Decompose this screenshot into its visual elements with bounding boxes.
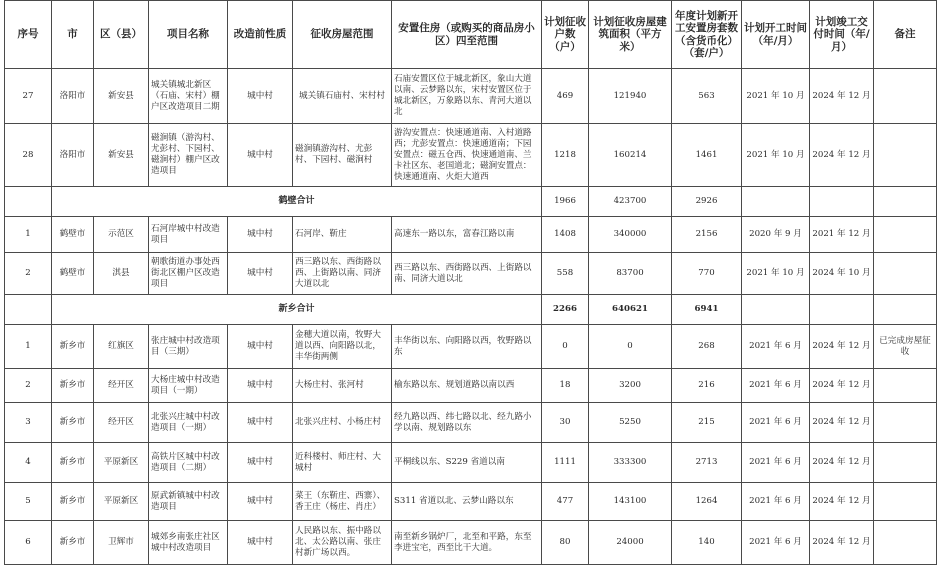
header-cell: 征收房屋范围 bbox=[293, 1, 392, 69]
cell-no: 28 bbox=[5, 124, 52, 187]
cell-start: 2021 年 10 月 bbox=[742, 124, 810, 187]
cell-nature: 城中村 bbox=[228, 521, 293, 565]
header-cell: 计划开工时间（年/月） bbox=[742, 1, 810, 69]
subtotal-area: 423700 bbox=[589, 187, 672, 217]
cell-county: 淇县 bbox=[94, 253, 149, 295]
cell-nature: 城中村 bbox=[228, 443, 293, 483]
cell-households: 558 bbox=[542, 253, 589, 295]
cell-scope: 北张兴庄村、小杨庄村 bbox=[293, 403, 392, 443]
cell-city: 新乡市 bbox=[52, 325, 94, 369]
table-row bbox=[5, 443, 937, 483]
cell-nature: 城中村 bbox=[228, 217, 293, 253]
cell-project-name: 城郊乡南张庄社区城中村改造项目 bbox=[149, 521, 228, 565]
table-row bbox=[5, 369, 937, 403]
cell-scope: 西三路以东、西街路以西、上街路以南、同济大道以北 bbox=[293, 253, 392, 295]
cell-units: 1461 bbox=[672, 124, 742, 187]
cell-note bbox=[874, 403, 937, 443]
cell-scope: 近科楼村、师庄村、大城村 bbox=[293, 443, 392, 483]
cell-start: 2021 年 10 月 bbox=[742, 253, 810, 295]
cell-units: 140 bbox=[672, 521, 742, 565]
cell-project-name: 原武新镇城中村改造项目 bbox=[149, 483, 228, 521]
cell-city: 新乡市 bbox=[52, 521, 94, 565]
cell-no: 4 bbox=[5, 443, 52, 483]
cell-start: 2021 年 6 月 bbox=[742, 325, 810, 369]
cell-finish: 2021 年 12 月 bbox=[810, 217, 874, 253]
cell-units: 215 bbox=[672, 403, 742, 443]
cell-scope: 城关镇石庙村、宋村村 bbox=[293, 69, 392, 124]
cell-households: 1218 bbox=[542, 124, 589, 187]
subtotal-row-xinxiang bbox=[5, 295, 937, 325]
cell-resettle: S311 省道以北、云梦山路以东 bbox=[392, 483, 542, 521]
cell-resettle: 石庙安置区位于城北新区，象山大道以南、云梦路以东，宋村安置区位于城北新区，万象路以东、青河大道以北 bbox=[392, 69, 542, 124]
cell-units: 1264 bbox=[672, 483, 742, 521]
cell-units: 563 bbox=[672, 69, 742, 124]
cell-empty bbox=[5, 295, 52, 325]
header-cell: 序号 bbox=[5, 1, 52, 69]
cell-resettle: 平桐线以东、S229 省道以南 bbox=[392, 443, 542, 483]
cell-area: 24000 bbox=[589, 521, 672, 565]
cell-nature: 城中村 bbox=[228, 253, 293, 295]
cell-finish: 2024 年 10 月 bbox=[810, 253, 874, 295]
cell-project-name: 朝歌街道办事处西街北区棚户区改造项目 bbox=[149, 253, 228, 295]
table-row bbox=[5, 325, 937, 369]
cell-city: 洛阳市 bbox=[52, 124, 94, 187]
cell-city: 鹤壁市 bbox=[52, 217, 94, 253]
cell-households: 477 bbox=[542, 483, 589, 521]
table-row bbox=[5, 521, 937, 565]
header-cell: 市 bbox=[52, 1, 94, 69]
cell-city: 新乡市 bbox=[52, 483, 94, 521]
cell-scope: 石河岸、靳庄 bbox=[293, 217, 392, 253]
cell-nature: 城中村 bbox=[228, 403, 293, 443]
subtotal-label: 新乡合计 bbox=[52, 295, 542, 325]
cell-units: 770 bbox=[672, 253, 742, 295]
cell-finish: 2024 年 12 月 bbox=[810, 124, 874, 187]
cell-nature: 城中村 bbox=[228, 325, 293, 369]
cell-resettle: 高速东一路以东，富春江路以南 bbox=[392, 217, 542, 253]
cell-finish: 2024 年 12 月 bbox=[810, 325, 874, 369]
header-cell: 计划竣工交付时间（年/月） bbox=[810, 1, 874, 69]
cell-empty bbox=[742, 187, 810, 217]
cell-note bbox=[874, 253, 937, 295]
cell-start: 2021 年 10 月 bbox=[742, 69, 810, 124]
cell-empty bbox=[874, 295, 937, 325]
housing-renovation-table bbox=[4, 0, 937, 565]
table-row bbox=[5, 483, 937, 521]
cell-no: 1 bbox=[5, 217, 52, 253]
cell-no: 6 bbox=[5, 521, 52, 565]
header-row bbox=[5, 1, 937, 69]
cell-units: 268 bbox=[672, 325, 742, 369]
cell-city: 洛阳市 bbox=[52, 69, 94, 124]
cell-note bbox=[874, 369, 937, 403]
subtotal-households: 2266 bbox=[542, 295, 589, 325]
cell-resettle: 南至新乡锅炉厂，北至和平路，东至李进宝宅，西至比干大道。 bbox=[392, 521, 542, 565]
cell-finish: 2024 年 12 月 bbox=[810, 403, 874, 443]
header-cell: 安置住房（或购买的商品房小区）四至范围 bbox=[392, 1, 542, 69]
cell-county: 经开区 bbox=[94, 369, 149, 403]
cell-empty bbox=[742, 295, 810, 325]
header-cell: 区（县） bbox=[94, 1, 149, 69]
table-row bbox=[5, 124, 937, 187]
cell-project-name: 磁涧镇（游沟村、尤彭村、下园村、磁涧村）棚户区改造项目 bbox=[149, 124, 228, 187]
subtotal-households: 1966 bbox=[542, 187, 589, 217]
cell-county: 新安县 bbox=[94, 69, 149, 124]
cell-households: 80 bbox=[542, 521, 589, 565]
cell-households: 0 bbox=[542, 325, 589, 369]
cell-area: 333300 bbox=[589, 443, 672, 483]
cell-project-name: 高铁片区城中村改造项目（二期） bbox=[149, 443, 228, 483]
cell-project-name: 城关镇城北新区（石庙、宋村）棚户区改造项目二期 bbox=[149, 69, 228, 124]
cell-area: 0 bbox=[589, 325, 672, 369]
cell-households: 30 bbox=[542, 403, 589, 443]
cell-resettle: 西三路以东、西街路以西、上街路以南、同济大道以北 bbox=[392, 253, 542, 295]
cell-county: 红旗区 bbox=[94, 325, 149, 369]
cell-county: 平原新区 bbox=[94, 483, 149, 521]
cell-units: 2713 bbox=[672, 443, 742, 483]
cell-households: 1111 bbox=[542, 443, 589, 483]
table-row bbox=[5, 403, 937, 443]
cell-note bbox=[874, 124, 937, 187]
cell-project-name: 石河岸城中村改造项目 bbox=[149, 217, 228, 253]
subtotal-units: 2926 bbox=[672, 187, 742, 217]
cell-project-name: 张庄城中村改造项目（三期） bbox=[149, 325, 228, 369]
cell-resettle: 游沟安置点：快速通道南、入村道路西；尤彭安置点：快速通道南；下园安置点：磁五仓西、快速通道南、兰卡社区东、老国道北；磁涧安置点：快速通道南、火炬大道西 bbox=[392, 124, 542, 187]
cell-start: 2021 年 6 月 bbox=[742, 483, 810, 521]
cell-finish: 2024 年 12 月 bbox=[810, 443, 874, 483]
cell-nature: 城中村 bbox=[228, 124, 293, 187]
cell-area: 143100 bbox=[589, 483, 672, 521]
cell-note bbox=[874, 69, 937, 124]
cell-project-name: 大杨庄城中村改造项目（一期） bbox=[149, 369, 228, 403]
cell-note: 已完成房屋征收 bbox=[874, 325, 937, 369]
header-cell: 项目名称 bbox=[149, 1, 228, 69]
cell-start: 2021 年 6 月 bbox=[742, 369, 810, 403]
cell-county: 示范区 bbox=[94, 217, 149, 253]
cell-start: 2021 年 6 月 bbox=[742, 521, 810, 565]
header-cell: 计划征收房屋建筑面积（平方米） bbox=[589, 1, 672, 69]
table-row bbox=[5, 217, 937, 253]
cell-no: 3 bbox=[5, 403, 52, 443]
subtotal-row-hebi bbox=[5, 187, 937, 217]
cell-resettle: 榆东路以东、规划道路以南以西 bbox=[392, 369, 542, 403]
cell-county: 平原新区 bbox=[94, 443, 149, 483]
cell-no: 2 bbox=[5, 253, 52, 295]
cell-city: 新乡市 bbox=[52, 369, 94, 403]
cell-finish: 2024 年 12 月 bbox=[810, 369, 874, 403]
cell-scope: 大杨庄村、张河村 bbox=[293, 369, 392, 403]
cell-start: 2021 年 6 月 bbox=[742, 403, 810, 443]
header-cell: 计划征收户数（户） bbox=[542, 1, 589, 69]
cell-note bbox=[874, 443, 937, 483]
cell-nature: 城中村 bbox=[228, 69, 293, 124]
cell-scope: 金穗大道以南，牧野大道以西、向阳路以北，丰华街两侧 bbox=[293, 325, 392, 369]
cell-empty bbox=[5, 187, 52, 217]
cell-empty bbox=[810, 187, 874, 217]
cell-county: 经开区 bbox=[94, 403, 149, 443]
cell-no: 1 bbox=[5, 325, 52, 369]
cell-city: 鹤壁市 bbox=[52, 253, 94, 295]
subtotal-area: 640621 bbox=[589, 295, 672, 325]
subtotal-label: 鹤壁合计 bbox=[52, 187, 542, 217]
header-cell: 改造前性质 bbox=[228, 1, 293, 69]
cell-finish: 2024 年 12 月 bbox=[810, 521, 874, 565]
cell-households: 18 bbox=[542, 369, 589, 403]
cell-no: 27 bbox=[5, 69, 52, 124]
cell-note bbox=[874, 521, 937, 565]
cell-area: 121940 bbox=[589, 69, 672, 124]
cell-city: 新乡市 bbox=[52, 443, 94, 483]
cell-city: 新乡市 bbox=[52, 403, 94, 443]
cell-start: 2021 年 6 月 bbox=[742, 443, 810, 483]
cell-finish: 2024 年 12 月 bbox=[810, 69, 874, 124]
cell-scope: 磁涧镇游沟村、尤彭村、下园村、磁涧村 bbox=[293, 124, 392, 187]
cell-nature: 城中村 bbox=[228, 369, 293, 403]
cell-project-name: 北张兴庄城中村改造项目（一期） bbox=[149, 403, 228, 443]
cell-finish: 2024 年 12 月 bbox=[810, 483, 874, 521]
cell-area: 83700 bbox=[589, 253, 672, 295]
cell-county: 新安县 bbox=[94, 124, 149, 187]
cell-area: 3200 bbox=[589, 369, 672, 403]
cell-resettle: 丰华街以东、向阳路以西，牧野路以东 bbox=[392, 325, 542, 369]
cell-area: 160214 bbox=[589, 124, 672, 187]
table-row bbox=[5, 69, 937, 124]
header-cell: 年度计划新开工安置房套数（含货币化）（套/户） bbox=[672, 1, 742, 69]
cell-area: 5250 bbox=[589, 403, 672, 443]
cell-resettle: 经九路以西、纬七路以北、经九路小学以南、规划路以东 bbox=[392, 403, 542, 443]
cell-no: 5 bbox=[5, 483, 52, 521]
cell-start: 2020 年 9 月 bbox=[742, 217, 810, 253]
cell-households: 469 bbox=[542, 69, 589, 124]
table-row bbox=[5, 253, 937, 295]
cell-units: 216 bbox=[672, 369, 742, 403]
cell-scope: 人民路以东、振中路以北、太公路以南、张庄村新广场以西。 bbox=[293, 521, 392, 565]
cell-no: 2 bbox=[5, 369, 52, 403]
cell-note bbox=[874, 217, 937, 253]
cell-scope: 菜王（东靳庄、西寨）、香王庄（杨庄、肖庄） bbox=[293, 483, 392, 521]
cell-units: 2156 bbox=[672, 217, 742, 253]
header-cell: 备注 bbox=[874, 1, 937, 69]
subtotal-units: 6941 bbox=[672, 295, 742, 325]
cell-nature: 城中村 bbox=[228, 483, 293, 521]
cell-note bbox=[874, 483, 937, 521]
cell-empty bbox=[874, 187, 937, 217]
cell-empty bbox=[810, 295, 874, 325]
cell-county: 卫辉市 bbox=[94, 521, 149, 565]
cell-households: 1408 bbox=[542, 217, 589, 253]
cell-area: 340000 bbox=[589, 217, 672, 253]
